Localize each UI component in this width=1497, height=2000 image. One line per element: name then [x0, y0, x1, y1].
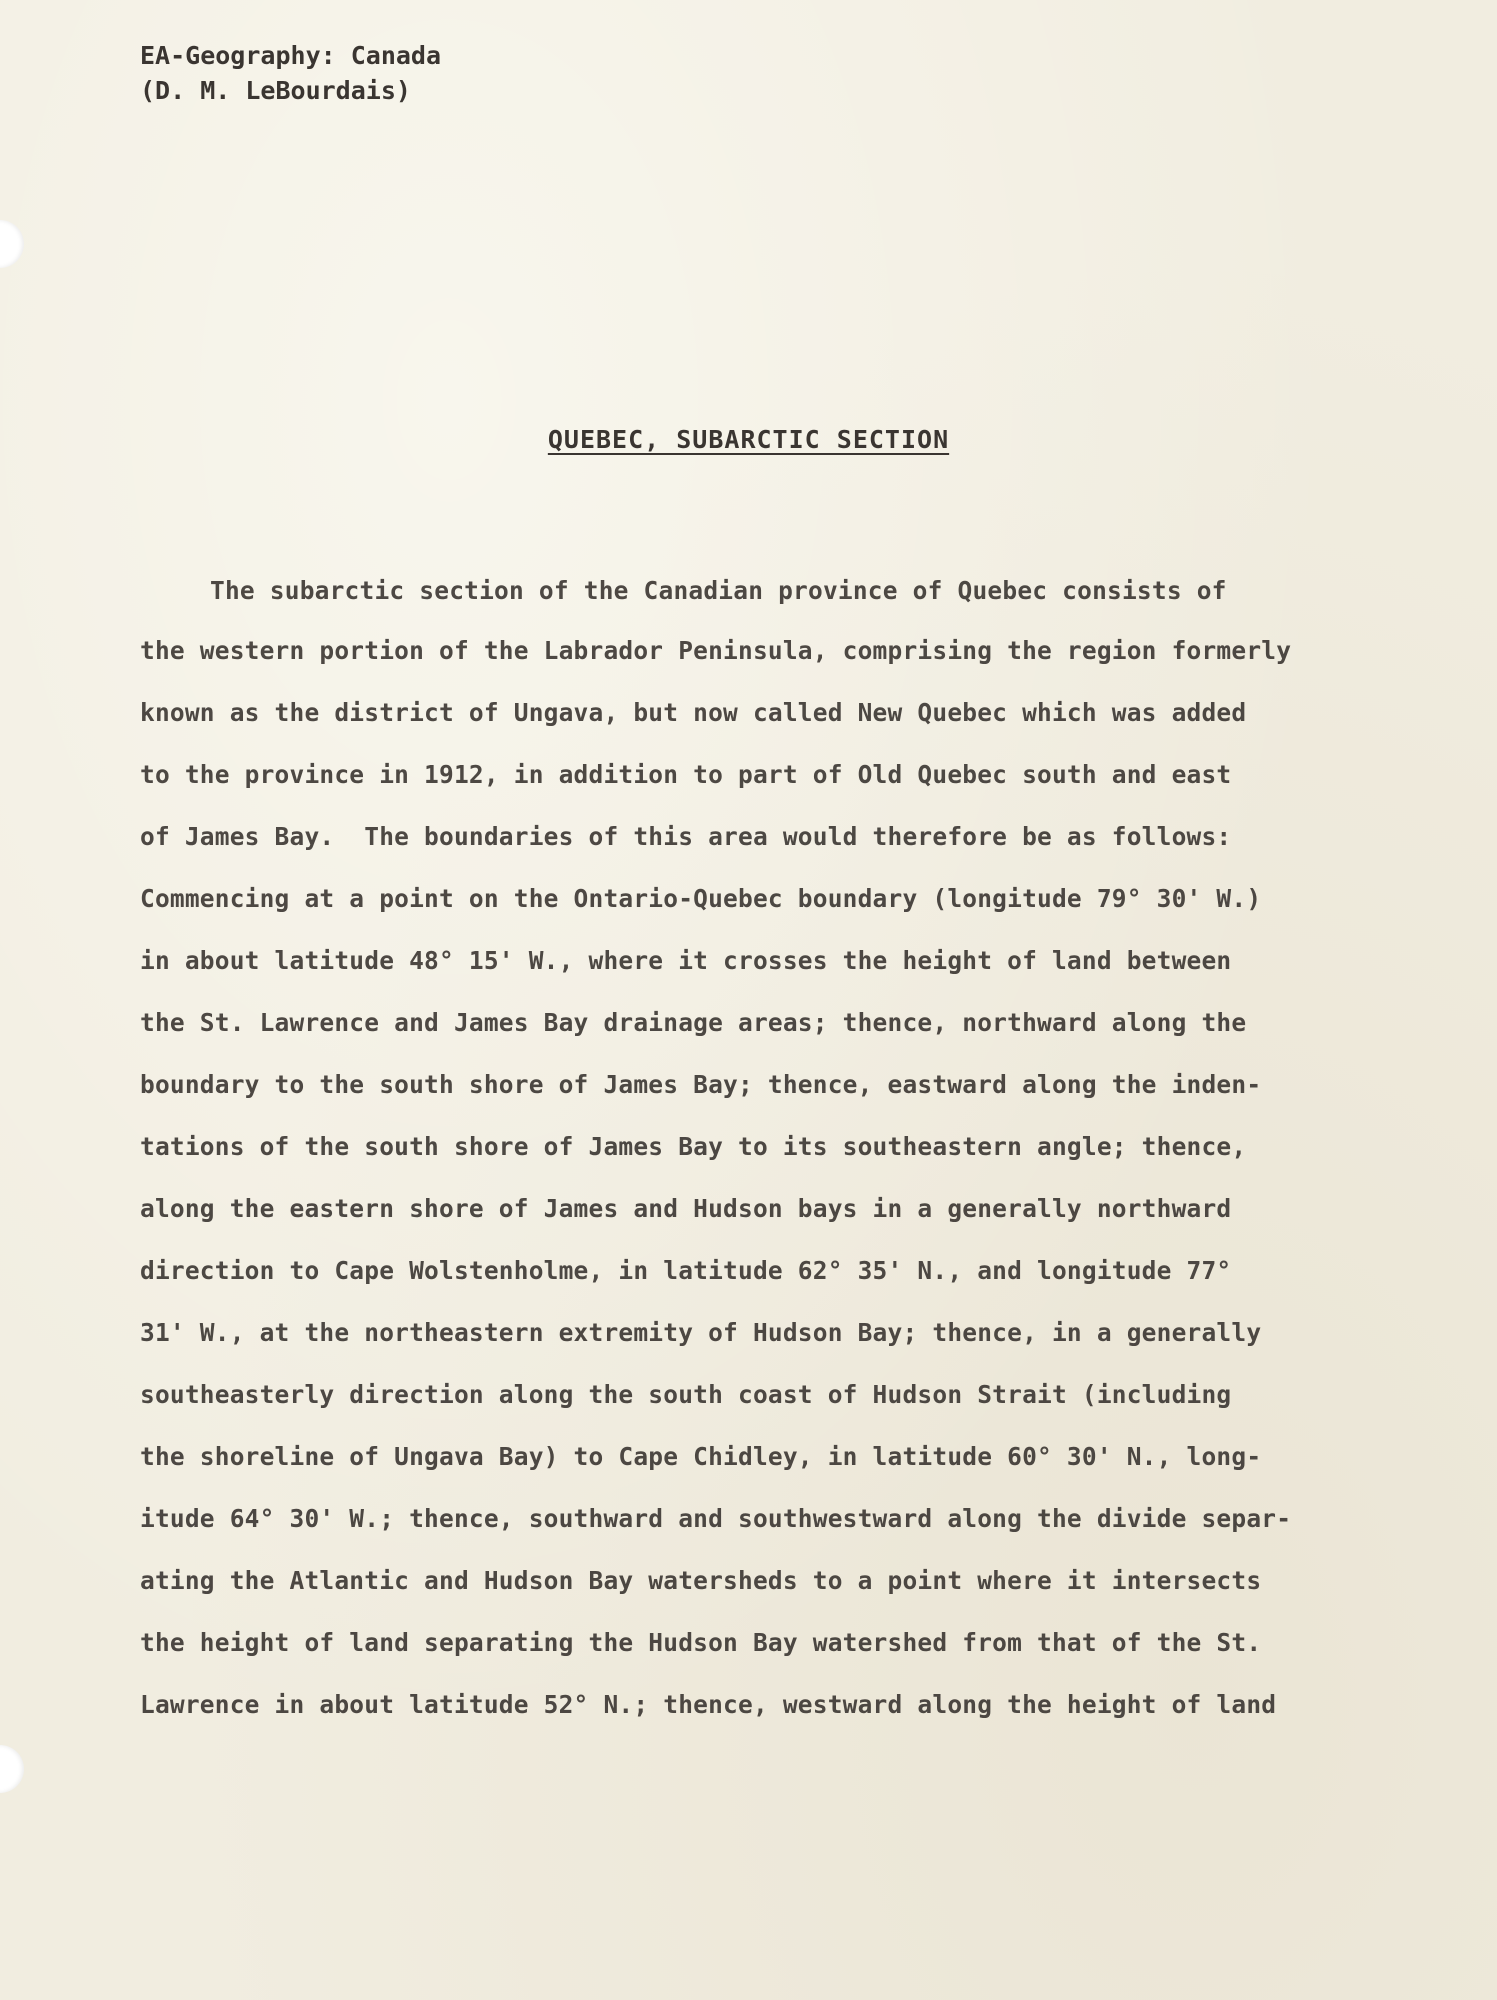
- text-line: in about latitude 48° 15' W., where it crosses the height of land between: [140, 946, 1232, 975]
- document-header: [140, 38, 441, 108]
- text-line: direction to Cape Wolstenholme, in latitude 62° 35' N., and longitude 77°: [140, 1256, 1232, 1285]
- text-line: southeasterly direction along the south coast of Hudson Strait (including: [140, 1380, 1232, 1409]
- text-line: along the eastern shore of James and Hudson bays in a generally northward: [140, 1194, 1232, 1223]
- title-text: QUEBEC, SUBARCTIC SECTION: [547, 425, 950, 454]
- text-line: the St. Lawrence and James Bay drainage areas; thence, northward along the: [140, 1008, 1247, 1037]
- text-line: The subarctic section of the Canadian province of Quebec consists of: [210, 576, 1227, 605]
- document-title: [0, 425, 1497, 454]
- text-line: the shoreline of Ungava Bay) to Cape Chidley, in latitude 60° 30' N., long-: [140, 1442, 1262, 1471]
- header-subject: EA-Geography: Canada: [140, 41, 442, 70]
- text-line: ating the Atlantic and Hudson Bay watersheds to a point where it intersects: [140, 1566, 1262, 1595]
- text-line: of James Bay. The boundaries of this area would therefore be as follows:: [140, 822, 1232, 851]
- text-line: the western portion of the Labrador Peninsula, comprising the region formerly: [140, 636, 1292, 665]
- text-line: itude 64° 30' W.; thence, southward and southwestward along the divide separ-: [140, 1504, 1292, 1533]
- text-line: to the province in 1912, in addition to part of Old Quebec south and east: [140, 760, 1232, 789]
- punch-hole: [0, 1745, 24, 1793]
- text-line: Commencing at a point on the Ontario-Quebec boundary (longitude 79° 30' W.): [140, 884, 1262, 913]
- text-line: 31' W., at the northeastern extremity of Hudson Bay; thence, in a generally: [140, 1318, 1262, 1347]
- punch-hole: [0, 220, 24, 268]
- text-line: Lawrence in about latitude 52° N.; thence, westward along the height of land: [140, 1690, 1277, 1719]
- text-line: boundary to the south shore of James Bay; thence, eastward along the inden-: [140, 1070, 1262, 1099]
- header-author: (D. M. LeBourdais): [140, 76, 411, 105]
- text-line: known as the district of Ungava, but now called New Quebec which was added: [140, 698, 1247, 727]
- text-line: the height of land separating the Hudson Bay watershed from that of the St.: [140, 1628, 1262, 1657]
- text-line: tations of the south shore of James Bay to its southeastern angle; thence,: [140, 1132, 1247, 1161]
